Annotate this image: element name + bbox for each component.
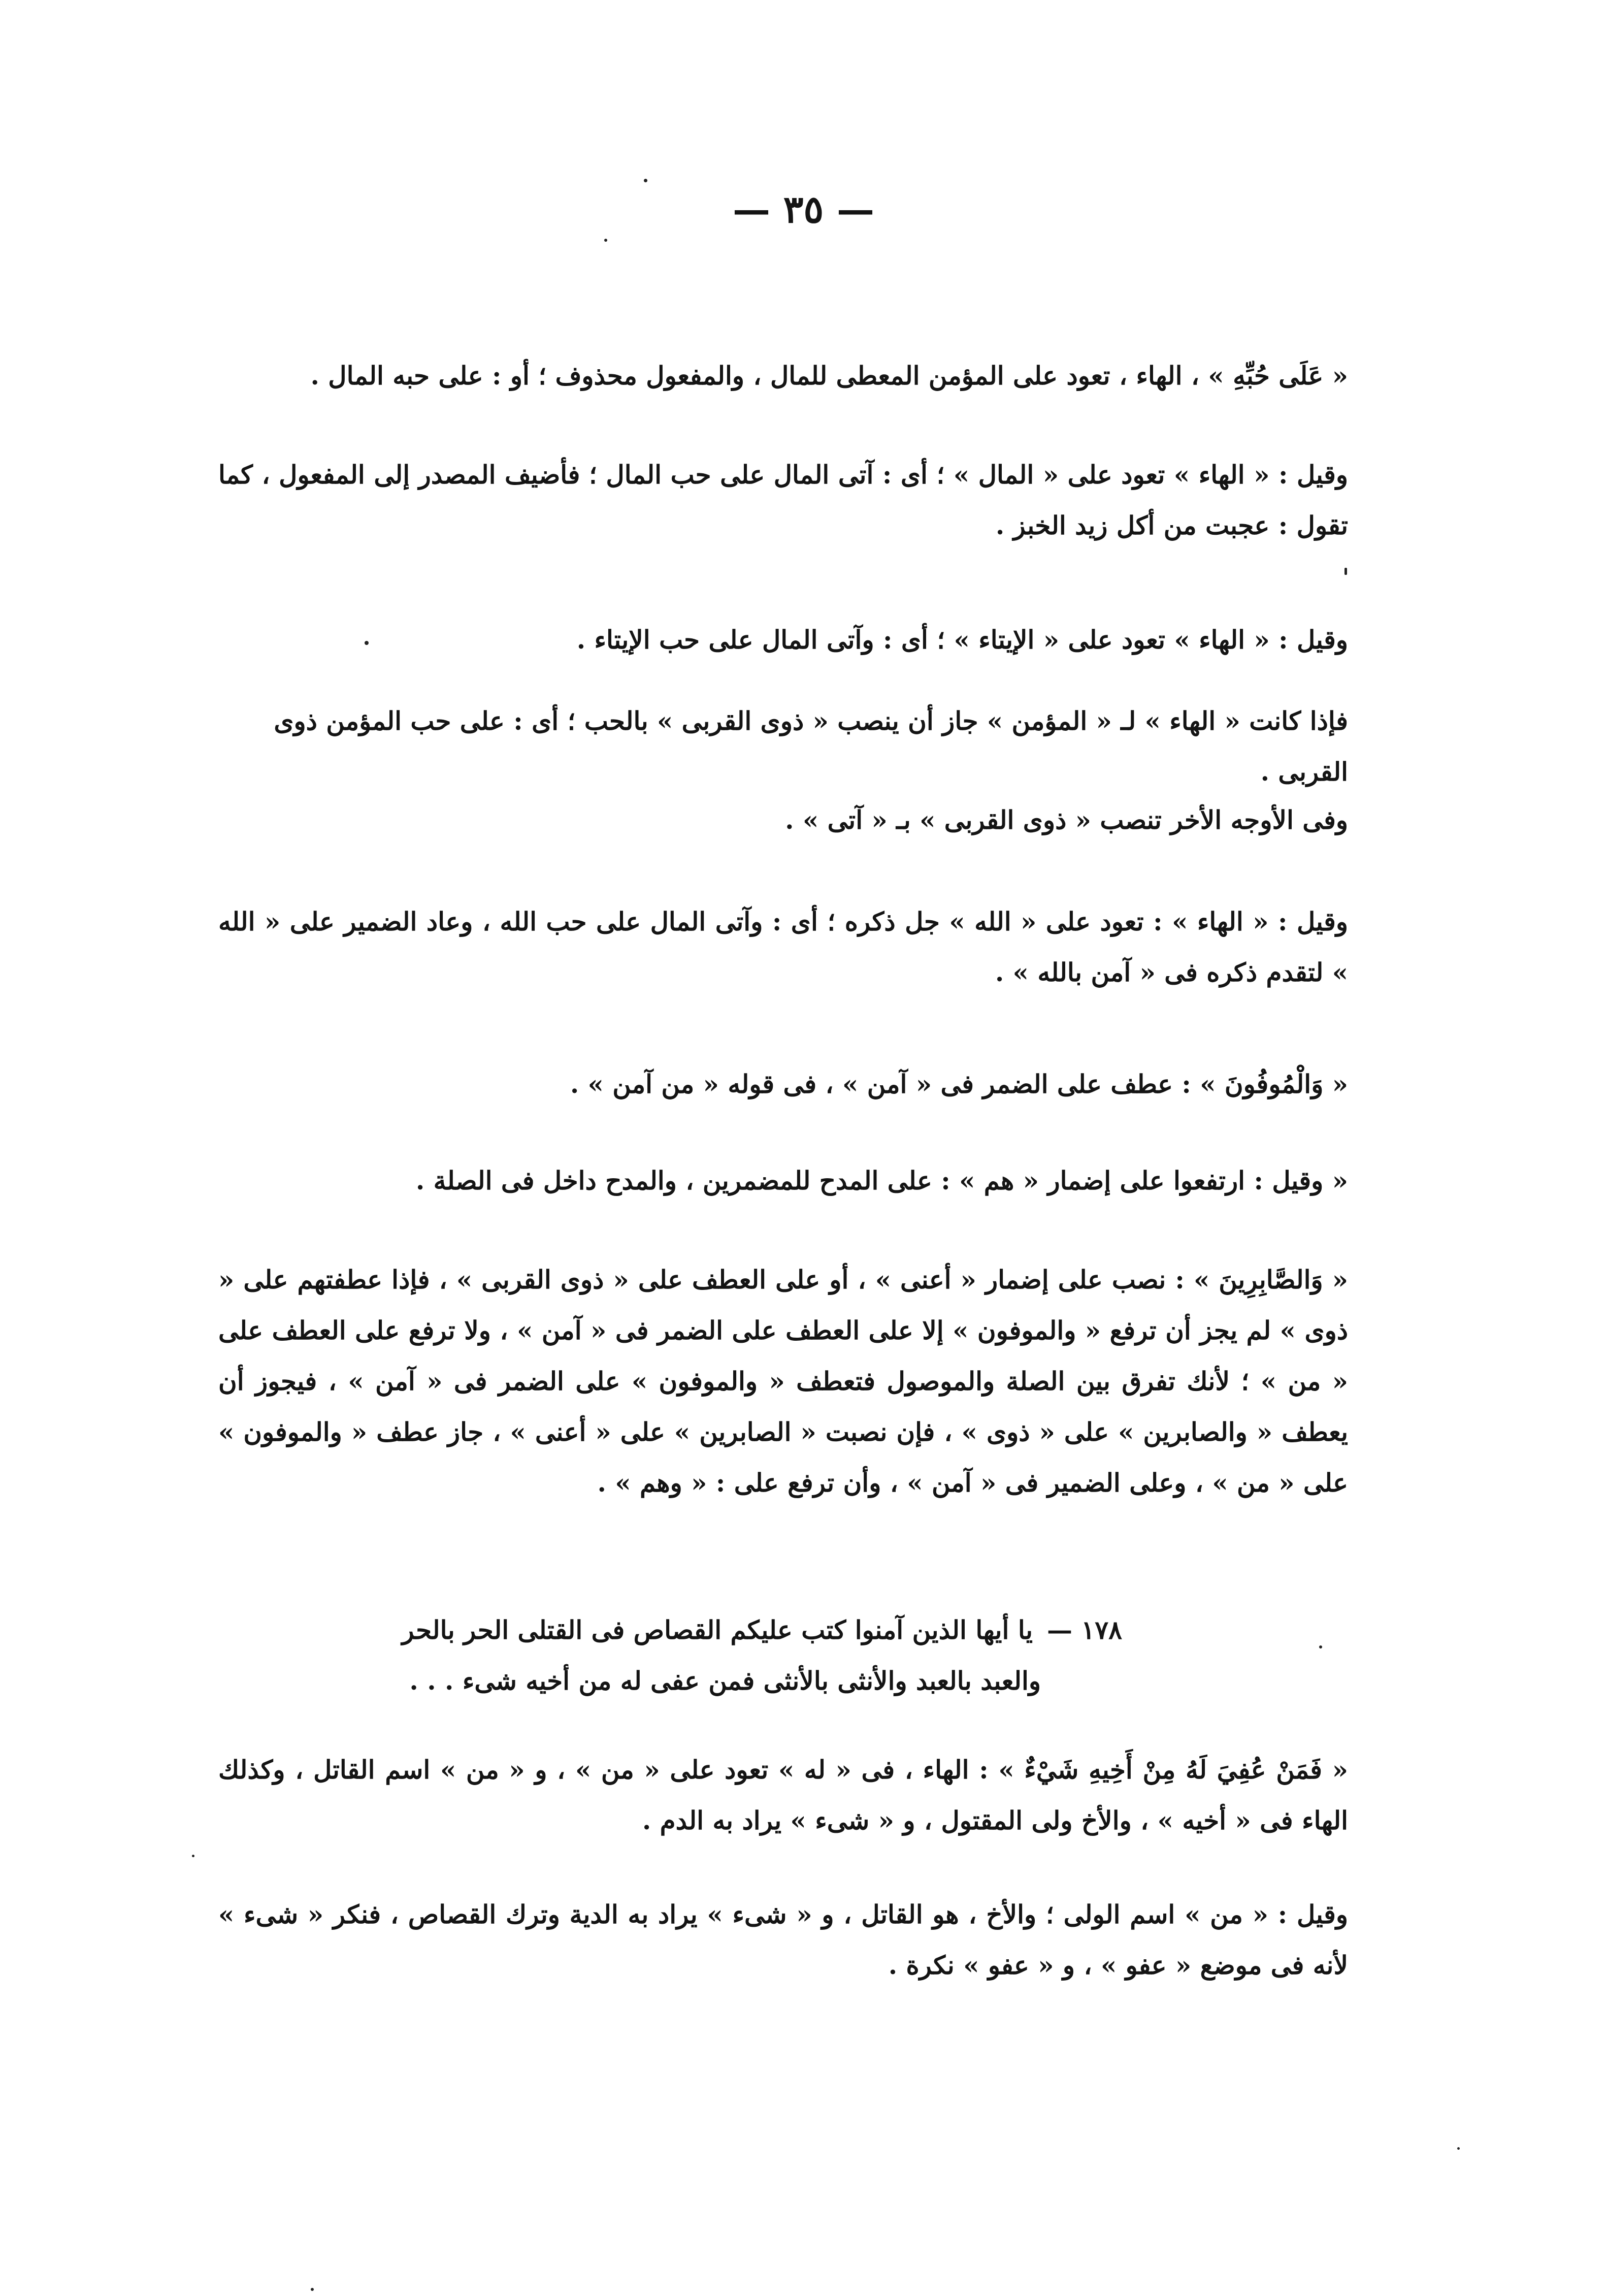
paragraph-11: وقيل : « من » اسم الولى ؛ والأخ ، هو القاتل ، و « شىء » يراد به الدية وترك القصاص ، فنكر « شىء » لأنه فى موضع « عفو » ، و « عفو » نكرة . <box>218 1899 1348 1980</box>
scan-speck <box>1457 2147 1460 2150</box>
scan-speck <box>192 1855 194 1857</box>
scan-speck <box>1344 568 1347 575</box>
scan-speck <box>644 179 647 182</box>
paragraph-4: فإذا كانت « الهاء » لـ « المؤمن » جاز أن ينصب « ذوى القربى » بالحب ؛ أى : على حب المؤمن ذوى القربى . <box>274 706 1348 787</box>
paragraph-6: وقيل : « الهاء » : تعود على « الله » جل ذكره ؛ أى : وآتى المال على حب الله ، وعاد الضمير على « الله » لتقدم ذكره فى « آمن بالله » . <box>218 907 1348 987</box>
paragraph-7: « وَالْمُوفُونَ » : عطف على الضمر فى « آمن » ، فى قوله « من آمن » . <box>570 1069 1348 1099</box>
paragraph-9: « وَالصَّابِرِينَ » : نصب على إضمار « أعنى » ، أو على العطف على « ذوى القربى » ، فإذا عطفتهم على « ذوى » لم يجز أن ترفع « والموفون » إلا على العطف على الضمر فى « آمن » ، ولا ترفع على العطف على « من » ؛ لأنك تفرق بين الصلة والموصول فتعطف « والموفون » على الضمر فى « آمن » ، فيجوز أن يعطف « والصابرين » على « ذوى » ، فإن نصبت « الصابرين » على « أعنى » ، جاز عطف « والموفون » على « من » ، وعلى الضمير فى « آمن » ، وأن ترفع على : « وهم » . <box>218 1265 1348 1498</box>
scan-speck <box>365 641 369 645</box>
scan-speck <box>1319 1645 1322 1648</box>
scan-speck <box>604 239 607 242</box>
scan-speck <box>311 2288 314 2291</box>
quran-verse <box>386 1605 1122 1706</box>
paragraph-1: « عَلَى حُبِّهِ » ، الهاء ، تعود على المؤمن المعطى للمال ، والمفعول محذوف ؛ أو : على حبه المال . <box>310 361 1348 391</box>
page-number: — ٣٥ — <box>732 188 875 232</box>
paragraph-10: « فَمَنْ عُفِيَ لَهُ مِنْ أَخِيهِ شَيْءٌ » : الهاء ، فى « له » تعود على « من » ، و « من » اسم القاتل ، وكذلك الهاء فى « أخيه » ، والأخ ولى المقتول ، و « شىء » يراد به الدم . <box>218 1755 1348 1835</box>
verse-number: ١٧٨ — <box>1047 1615 1122 1645</box>
paragraph-8: « وقيل : ارتفعوا على إضمار « هم » : على المدح للمضمرين ، والمدح داخل فى الصلة . <box>415 1166 1348 1195</box>
paragraph-2: وقيل : « الهاء » تعود على « المال » ؛ أى : آتى المال على حب المال ؛ فأضيف المصدر إلى المفعول ، كما تقول : عجبت من أكل زيد الخبز . <box>218 460 1348 540</box>
paragraph-3: وقيل : « الهاء » تعود على « الإيتاء » ؛ أى : وآتى المال على حب الإيتاء . <box>576 625 1348 655</box>
verse-text-1: يا أيها الذين آمنوا كتب عليكم القصاص فى القتلى الحر بالحر <box>402 1615 1033 1645</box>
paragraph-5: وفى الأوجه الأخر تنصب « ذوى القربى » بـ « آتى » . <box>785 805 1348 835</box>
verse-text-2: والعبد بالعبد والأنثى بالأنثى فمن عفى له من أخيه شىء . . . <box>409 1666 1041 1696</box>
verse-line-1 <box>386 1605 1122 1656</box>
